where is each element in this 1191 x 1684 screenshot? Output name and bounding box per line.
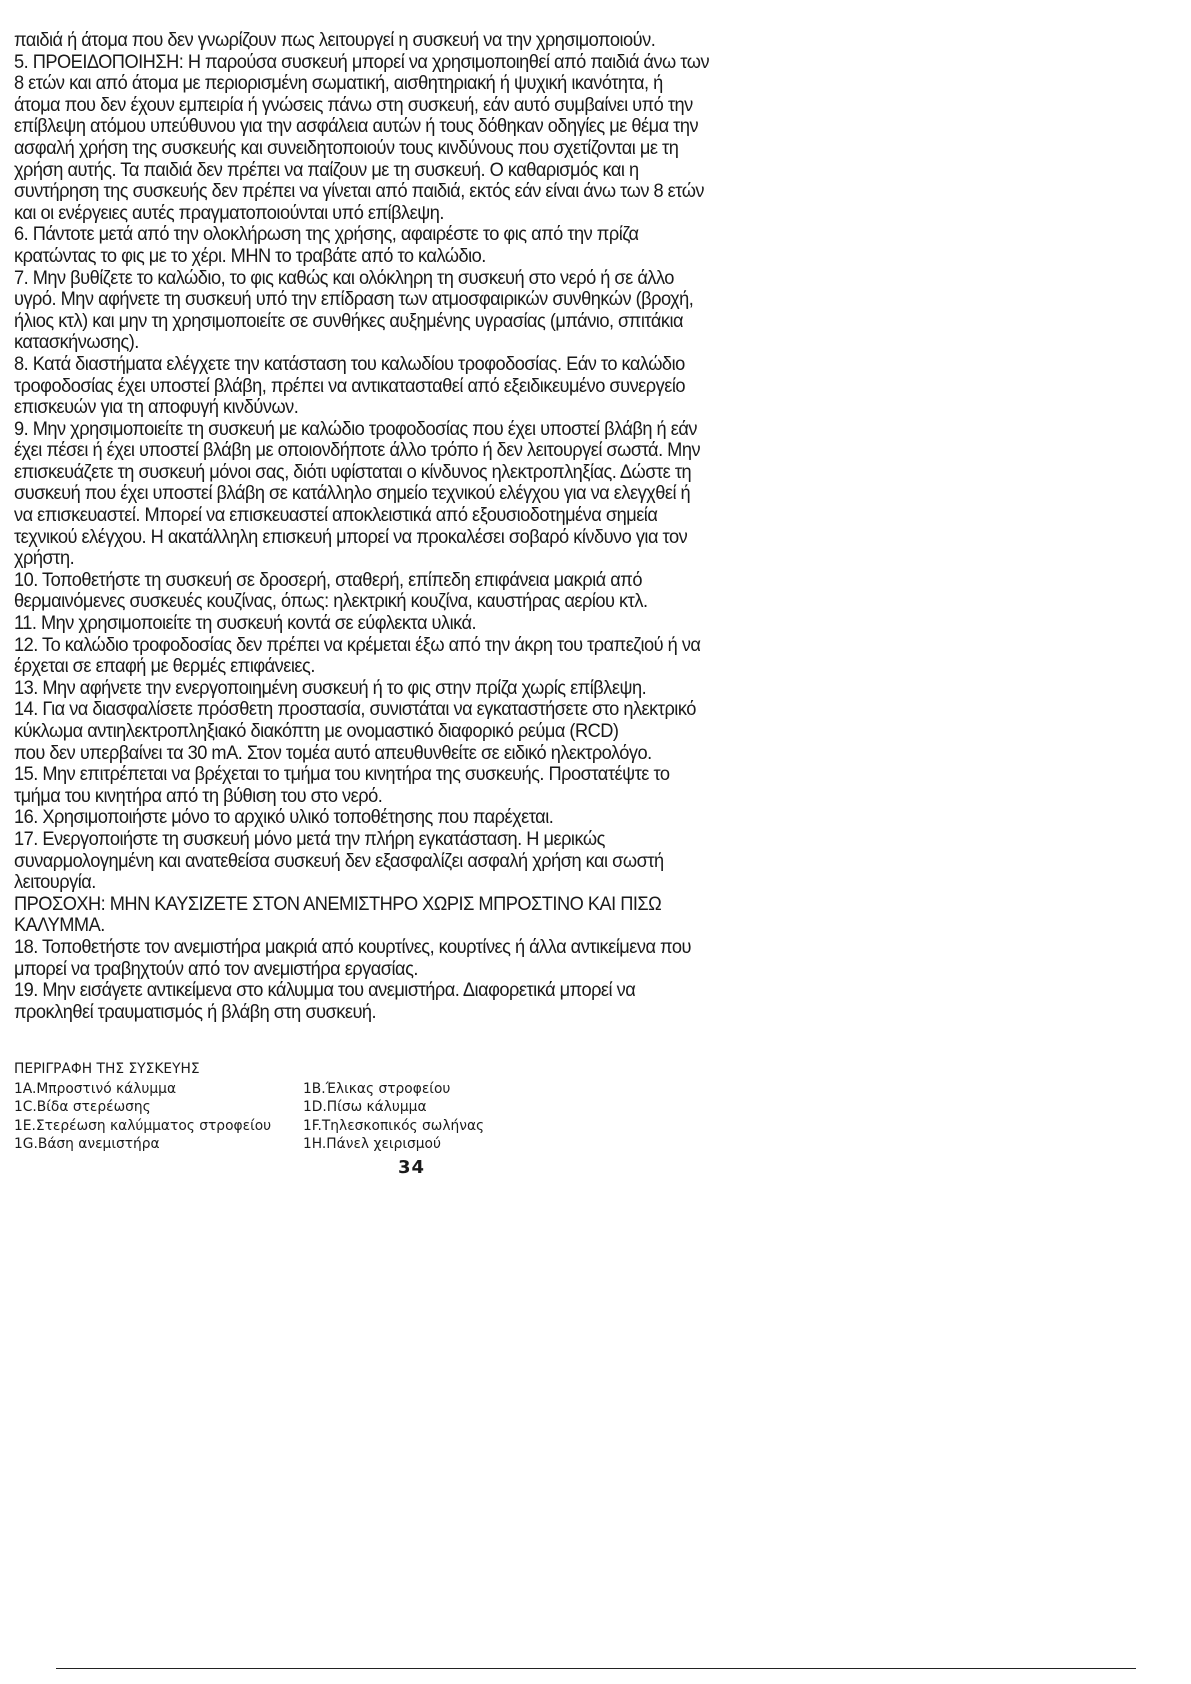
text-line: 12. Το καλώδιο τροφοδοσίας δεν πρέπει να κρέμεται έξω από την άκρη του τραπεζιού ή να xyxy=(14,633,701,656)
text-line: 18. Τοποθετήστε τον ανεμιστήρα μακριά από κουρτίνες, κουρτίνες ή άλλα αντικείμενα που xyxy=(14,935,691,958)
part-item: 1B.Έλικας στροφείου xyxy=(303,1080,451,1097)
part-item: 1D.Πίσω κάλυμμα xyxy=(303,1099,427,1115)
text-line: 7. Μην βυθίζετε το καλώδιο, το φις καθώς και ολόκληρη τη συσκευή στο νερό ή σε άλλο xyxy=(14,266,674,289)
text-line: 11. Μην χρησιμοποιείτε τη συσκευή κοντά σε εύφλεκτα υλικά. xyxy=(14,612,477,635)
part-item: 1F.Τηλεσκοπικός σωλήνας xyxy=(303,1117,485,1134)
text-line: ΚΑΛΥΜΜΑ. xyxy=(14,914,105,937)
text-line: κύκλωμα αντιηλεκτροπληξιακό διακόπτη με ονομαστικό διαφορικό ρεύμα (RCD) xyxy=(14,720,619,742)
part-item: 1H.Πάνελ χειρισμού xyxy=(303,1136,441,1152)
text-line: ασφαλή χρήση της συσκευής και συνειδητοποιούν τους κινδύνους που σχετίζονται με τη xyxy=(14,136,679,159)
text-line: παιδιά ή άτομα που δεν γνωρίζουν πως λειτουργεί η συσκευή να την χρησιμοποιούν. xyxy=(14,29,656,51)
text-line: επίβλεψη ατόμου υπεύθυνου για την ασφάλεια αυτών ή τους δόθηκαν οδηγίες με θέμα την xyxy=(14,115,699,138)
text-line: συσκευή που έχει υποστεί βλάβη σε κατάλληλο σημείο τεχνικού ελέγχου για να ελεγχθεί ή xyxy=(14,482,691,505)
text-line: κρατώντας το φις με το χέρι. ΜΗΝ το τραβάτε από το καλώδιο. xyxy=(14,244,486,267)
part-item: 1G.Βάση ανεμιστήρα xyxy=(14,1136,160,1152)
device-description xyxy=(14,1060,543,1154)
text-line: 9. Μην χρησιμοποιείτε τη συσκευή με καλώδιο τροφοδοσίας που έχει υποστεί βλάβη ή εάν xyxy=(14,417,697,440)
text-line: χρήστη. xyxy=(14,547,75,570)
part-item: 1E.Στερέωση καλύμματος στροφείου xyxy=(14,1117,272,1134)
text-line: προκληθεί τραυματισμός ή βλάβη στη συσκευή. xyxy=(14,1000,377,1023)
part-item: 1C.Βίδα στερέωσης xyxy=(14,1099,151,1115)
text-line: που δεν υπερβαίνει τα 30 mA. Στον τομέα αυτό απευθυνθείτε σε ειδικό ηλεκτρολόγο. xyxy=(14,741,652,764)
text-line: ΠΡΟΣΟΧΗ: ΜΗΝ ΚΑΥΣΙΖΕΤΕ ΣΤΟΝ ΑΝΕΜΙΣΤΗΡΟ ΧΩΡΙΣ ΜΠΡΟΣΤΙΝΟ ΚΑΙ ΠΙΣΩ xyxy=(14,892,662,915)
text-line: τροφοδοσίας έχει υποστεί βλάβη, πρέπει να αντικατασταθεί από εξειδικευμένο συνεργείο xyxy=(14,374,686,397)
text-line: τεχνικού ελέγχου. Η ακατάλληλη επισκευή μπορεί να προκαλέσει σοβαρό κίνδυνο για τον xyxy=(14,525,688,548)
text-line: επισκευάζετε τη συσκευή μόνοι σας, διότι υφίσταται ο κίνδυνος ηλεκτροπληξίας. Δώστε τη xyxy=(14,460,692,483)
text-line: 15. Μην επιτρέπεται να βρέχεται το τμήμα του κινητήρα της συσκευής. Προστατέψτε το xyxy=(14,763,670,786)
safety-instructions xyxy=(14,30,1097,1023)
footer-divider xyxy=(56,1668,1136,1669)
text-line: 10. Τοποθετήστε τη συσκευή σε δροσερή, σταθερή, επίπεδη επιφάνεια μακριά από xyxy=(14,568,642,591)
text-line: 14. Για να διασφαλίσετε πρόσθετη προστασία, συνιστάται να εγκαταστήσετε στο ηλεκτρικό xyxy=(14,698,696,721)
text-line: τμήμα του κινητήρα από τη βύθιση του στο νερό. xyxy=(14,784,383,807)
text-line: 16. Χρησιμοποιήστε μόνο το αρχικό υλικό τοποθέτησης που παρέχεται. xyxy=(14,806,554,829)
parts-list xyxy=(14,1080,543,1154)
text-line: 13. Μην αφήνετε την ενεργοποιημένη συσκευή ή το φις στην πρίζα χωρίς επίβλεψη. xyxy=(14,676,647,699)
text-line: 5. ΠΡΟΕΙΔΟΠΟΙΗΣΗ: Η παρούσα συσκευή μπορεί να χρησιμοποιηθεί από παιδιά άνω των xyxy=(14,50,710,73)
text-line: άτομα που δεν έχουν εμπειρία ή γνώσεις πάνω στη συσκευή, εάν αυτό συμβαίνει υπό την xyxy=(14,93,693,116)
text-line: επισκευών για τη αποφυγή κινδύνων. xyxy=(14,396,299,419)
text-line: μπορεί να τραβηχτούν από τον ανεμιστήρα εργασίας. xyxy=(14,957,418,980)
text-line: 6. Πάντοτε μετά από την ολοκλήρωση της χρήσης, αφαιρέστε το φις από την πρίζα xyxy=(14,223,639,246)
text-line: χρήση αυτής. Τα παιδιά δεν πρέπει να παίζουν με τη συσκευή. Ο καθαρισμός και η xyxy=(14,158,639,181)
text-line: 19. Μην εισάγετε αντικείμενα στο κάλυμμα του ανεμιστήρα. Διαφορετικά μπορεί να xyxy=(14,979,636,1002)
text-line: ήλιος κτλ) και μην τη χρησιμοποιείτε σε συνθήκες αυξημένης υγρασίας (μπάνιο, σπιτάκια xyxy=(14,309,684,332)
page-number: 34 xyxy=(398,1157,426,1178)
text-line: 8 ετών και από άτομα με περιορισμένη σωματική, αισθητηριακή ή ψυχική ικανότητα, ή xyxy=(14,72,663,95)
text-line: 17. Ενεργοποιήστε τη συσκευή μόνο μετά την πλήρη εγκατάσταση. Η μερικώς xyxy=(14,827,605,850)
text-line: θερμαινόμενες συσκευές κουζίνας, όπως: ηλεκτρική κουζίνα, καυστήρας αερίου κτλ. xyxy=(14,590,648,613)
text-line: και οι ενέργειες αυτές πραγματοποιούνται υπό επίβλεψη. xyxy=(14,201,444,224)
text-line: υγρό. Μην αφήνετε τη συσκευή υπό την επίδραση των ατμοσφαιρικών συνθηκών (βροχή, xyxy=(14,288,694,311)
text-line: 8. Κατά διαστήματα ελέγχετε την κατάσταση του καλωδίου τροφοδοσίας. Εάν το καλώδιο xyxy=(14,352,685,375)
text-line: συντήρηση της συσκευής δεν πρέπει να γίνεται από παιδιά, εκτός εάν είναι άνω των 8 ετών xyxy=(14,180,705,203)
text-line: λειτουργία. xyxy=(14,871,96,894)
text-line: έχει πέσει ή έχει υποστεί βλάβη με οποιονδήποτε άλλο τρόπο ή δεν λειτουργεί σωστά. Μην xyxy=(14,439,701,462)
device-description-title: ΠΕΡΙΓΡΑΦΗ ΤΗΣ ΣΥΣΚΕΥΗΣ xyxy=(14,1061,200,1077)
text-line: να επισκευαστεί. Μπορεί να επισκευαστεί αποκλειστικά από εξουσιοδοτημένα σημεία xyxy=(14,504,658,527)
text-line: έρχεται σε επαφή με θερμές επιφάνειες. xyxy=(14,655,315,678)
text-line: συναρμολογημένη και ανατεθείσα συσκευή δεν εξασφαλίζει ασφαλή χρήση και σωστή xyxy=(14,849,664,872)
part-item: 1A.Μπροστινό κάλυμμα xyxy=(14,1080,177,1097)
text-line: κατασκήνωσης). xyxy=(14,331,139,354)
